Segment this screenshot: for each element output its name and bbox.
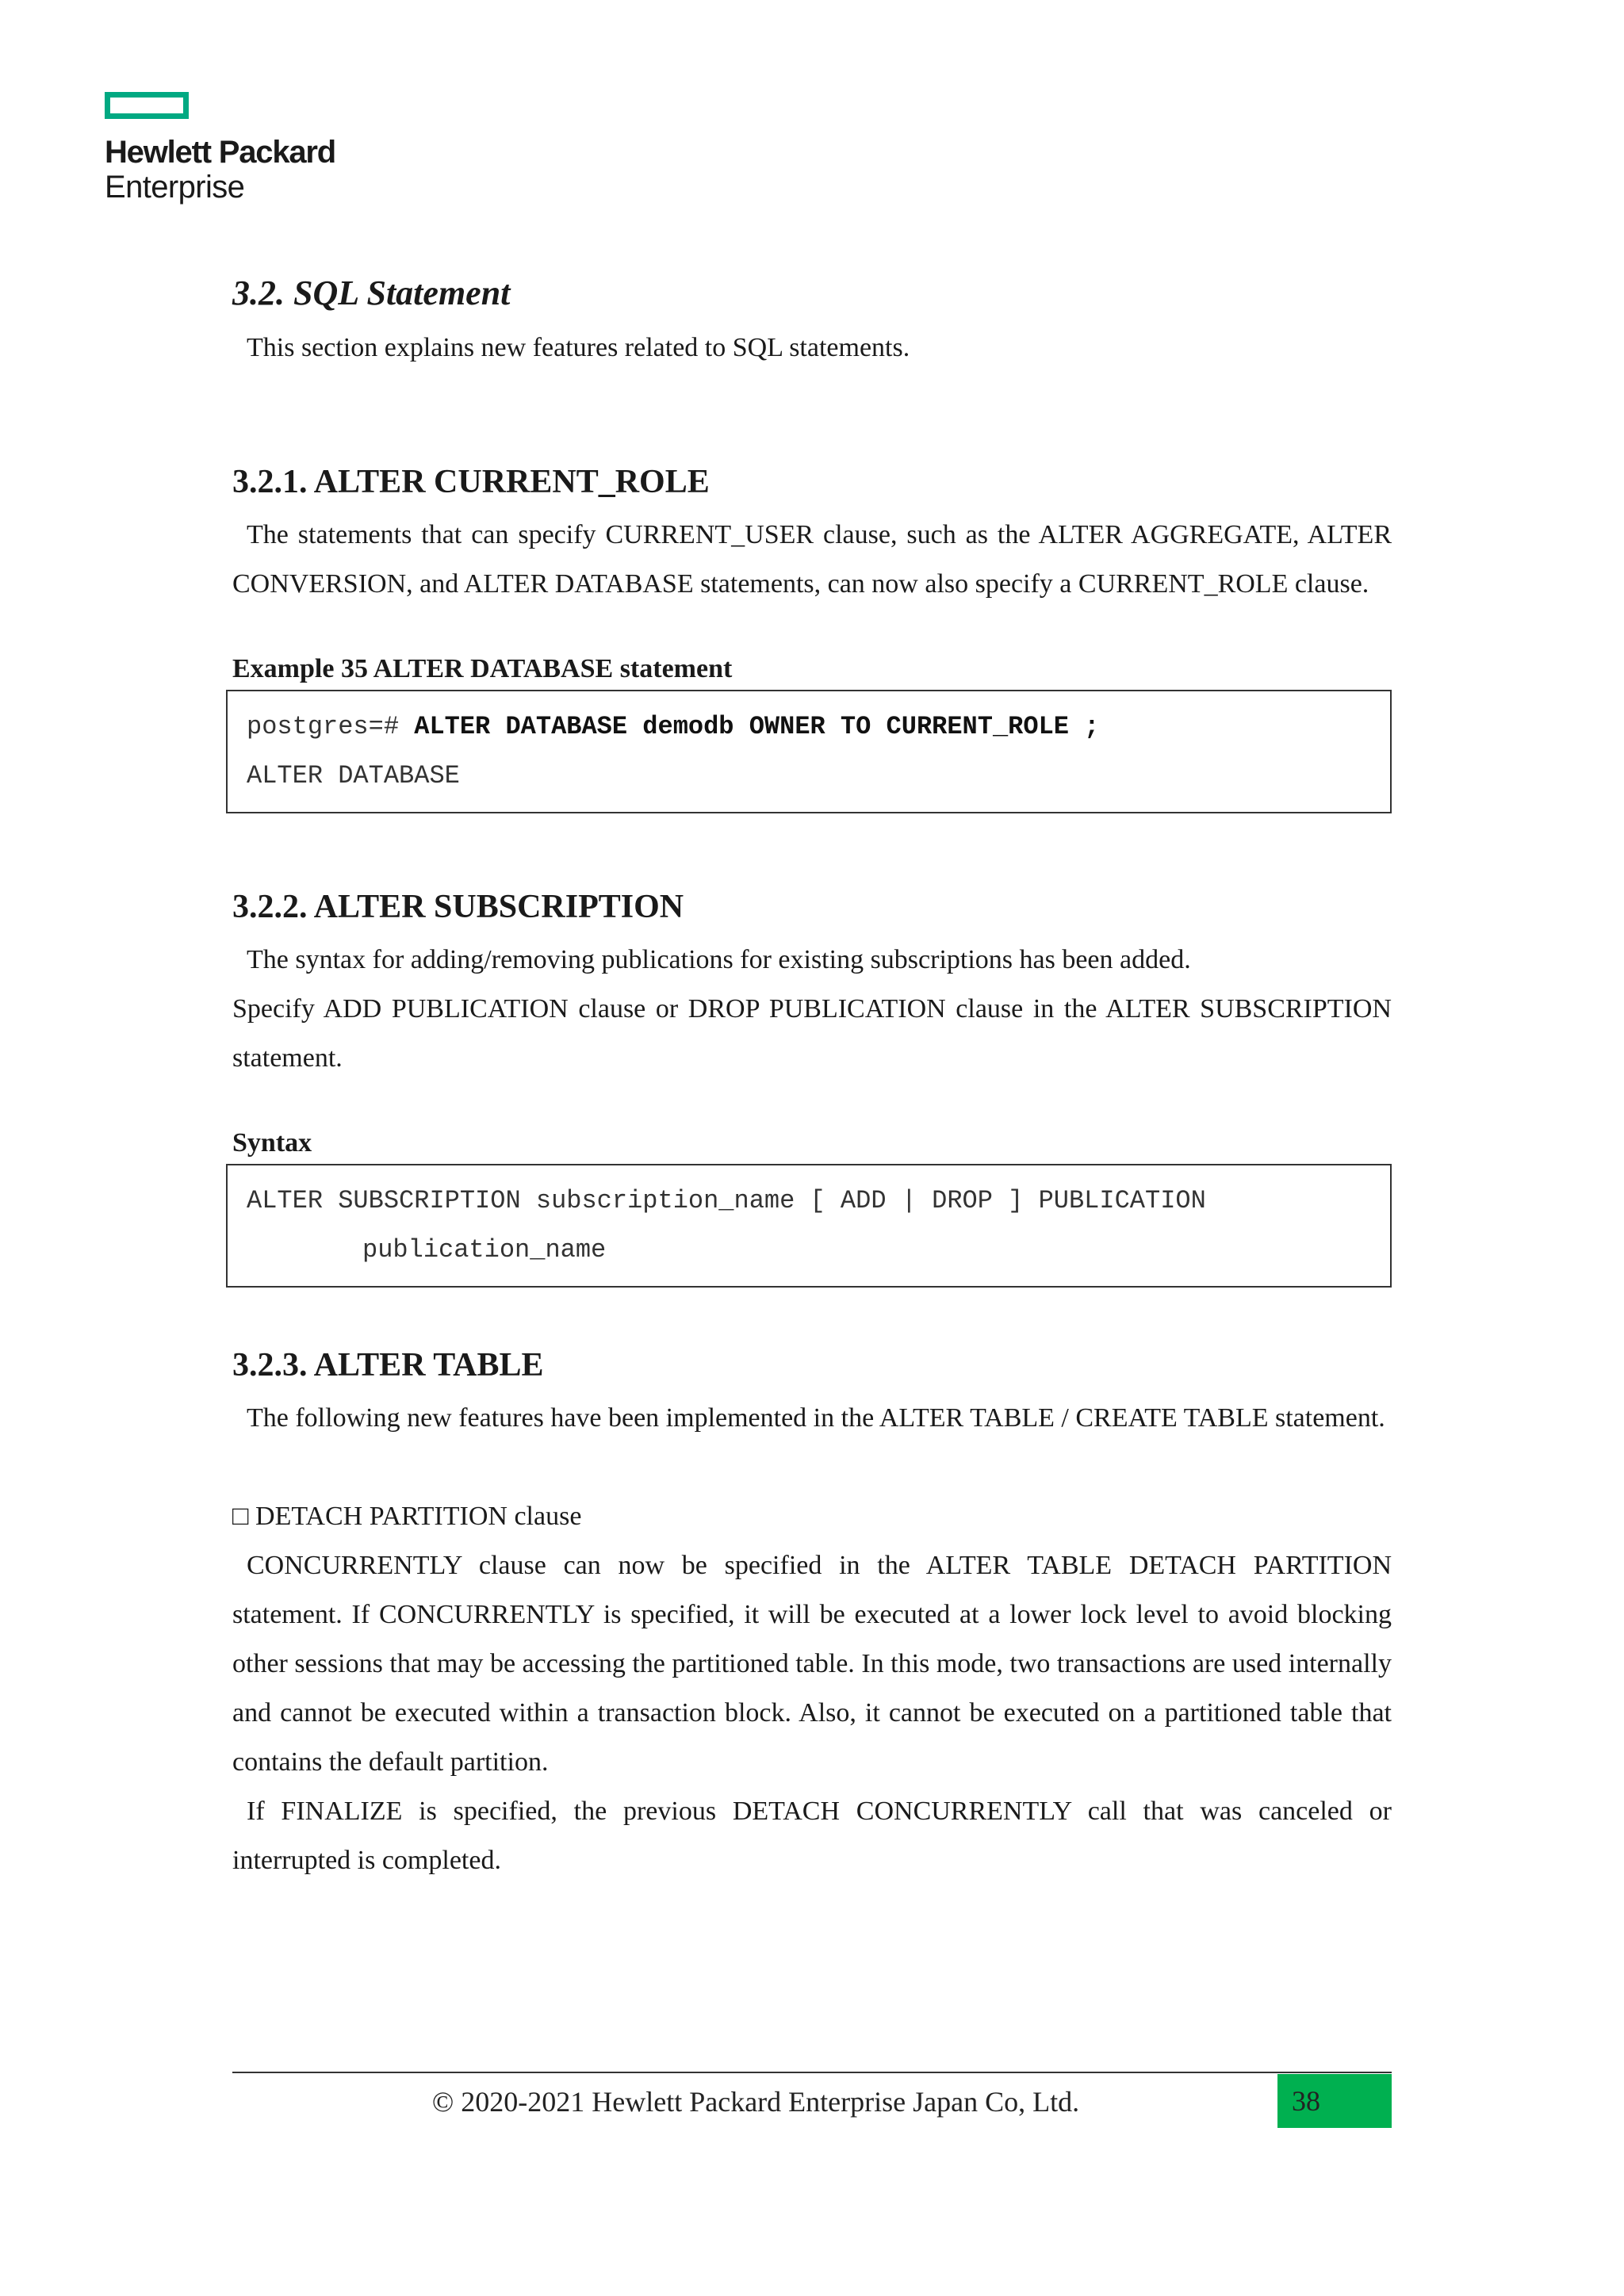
subsection-body: The statements that can specify CURRENT_USER clause, such as the ALTER AGGREGATE, ALTER CONVERSION, and ALTER DATABASE statements, can now also specify a CURRENT_ROLE clause. bbox=[232, 520, 1392, 599]
code-prompt: postgres=# bbox=[247, 712, 415, 741]
syntax-line: publication_name bbox=[362, 1235, 607, 1265]
bullet-item: □ DETACH PARTITION clause bbox=[232, 1502, 582, 1531]
logo-text-line2: Enterprise bbox=[105, 170, 245, 205]
hpe-logo bbox=[105, 92, 358, 205]
code-command: ALTER DATABASE demodb OWNER TO CURRENT_ROLE ; bbox=[414, 712, 1100, 741]
page-content bbox=[232, 270, 1392, 1885]
code-block-syntax bbox=[226, 1164, 1392, 1288]
example-caption: Example 35 ALTER DATABASE statement bbox=[232, 654, 733, 683]
subsection-body: The following new features have been implemented in the ALTER TABLE / CREATE TABLE statement. bbox=[247, 1403, 1385, 1433]
section-intro: This section explains new features related to SQL statements. bbox=[247, 333, 910, 362]
subsection-title-alter-subscription: 3.2.2. ALTER SUBSCRIPTION bbox=[232, 889, 684, 925]
subsection-body: If FINALIZE is specified, the previous DETACH CONCURRENTLY call that was canceled or interrupted is completed. bbox=[232, 1797, 1392, 1875]
page-number: 38 bbox=[1277, 2074, 1392, 2128]
hpe-logo-mark bbox=[105, 92, 189, 119]
code-block-example bbox=[226, 690, 1392, 813]
subsection-body: Specify ADD PUBLICATION clause or DROP PUBLICATION clause in the ALTER SUBSCRIPTION statement. bbox=[232, 994, 1392, 1073]
subsection-title-alter-current-role: 3.2.1. ALTER CURRENT_ROLE bbox=[232, 464, 710, 500]
footer-divider bbox=[232, 2072, 1392, 2073]
syntax-caption: Syntax bbox=[232, 1128, 312, 1158]
code-line bbox=[247, 702, 1371, 752]
subsection-body: The syntax for adding/removing publications for existing subscriptions has been added. bbox=[247, 945, 1191, 974]
code-output: ALTER DATABASE bbox=[247, 761, 460, 790]
section-title: 3.2. SQL Statement bbox=[232, 274, 511, 312]
footer-copyright: © 2020-2021 Hewlett Packard Enterprise Japan Co, Ltd. bbox=[431, 2086, 1080, 2118]
subsection-title-alter-table: 3.2.3. ALTER TABLE bbox=[232, 1347, 544, 1383]
subsection-body: CONCURRENTLY clause can now be specified in the ALTER TABLE DETACH PARTITION statement. If CONCURRENTLY is specified, it will be executed at a lower lock level to avoid blocking other sessions that may be accessing the partitioned table. In this mode, two transactions are used internally and cannot be executed within a transaction block. Also, it cannot be executed on a partitioned table that contains the default partition. bbox=[232, 1551, 1392, 1777]
logo-text-line1: Hewlett Packard bbox=[105, 135, 336, 170]
syntax-line: ALTER SUBSCRIPTION subscription_name [ ADD | DROP ] PUBLICATION bbox=[247, 1186, 1206, 1215]
